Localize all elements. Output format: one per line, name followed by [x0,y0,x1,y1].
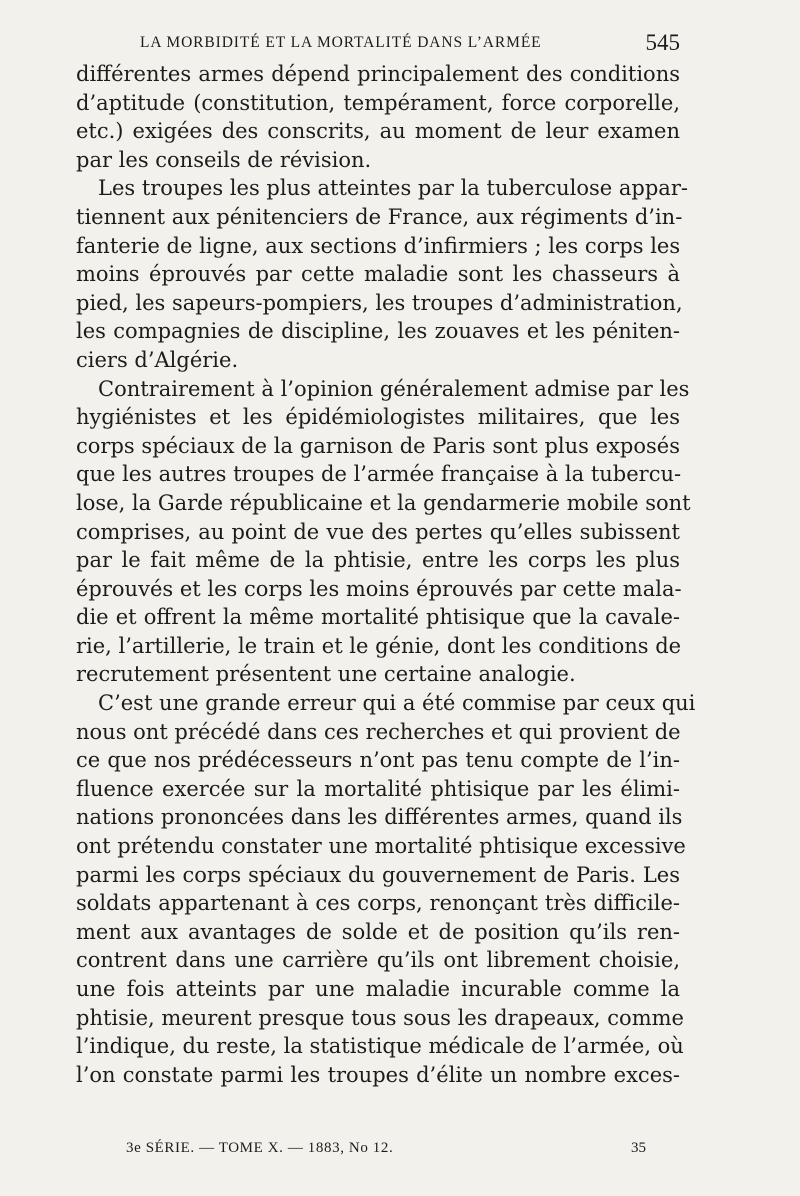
text-line: ce que nos prédécesseurs n’ont pas tenu compte de l’in- [76,748,680,773]
paragraph [76,174,688,374]
running-head [140,30,680,56]
text-line: lose, la Garde républicaine et la gendarmerie mobile sont [76,490,691,515]
text-line: différentes armes dépend principalement des conditions [76,62,680,86]
text-line: etc.) exigées des conscrits, au moment de leur examen [76,119,680,144]
text-line: par les conseils de révision. [76,147,372,172]
running-title: LA MORBIDITÉ ET LA MORTALITÉ DANS L’ARMÉE [140,34,542,51]
text-line: Les troupes les plus atteintes par la tuberculose appar- [98,176,688,201]
text-line: les compagnies de discipline, les zouaves et les péniten- [76,319,680,344]
signature-mark: 35 [631,1140,646,1156]
text-line: moins éprouvés par cette maladie sont les chasseurs à [76,262,680,287]
body-text [76,60,696,1089]
text-line: Contrairement à l’opinion généralement admise par les [98,376,690,401]
text-line: par le fait même de la phtisie, entre les corps les plus [76,548,680,573]
text-line: l’indique, du reste, la statistique médicale de l’armée, où [76,1034,684,1059]
paragraph [76,60,680,174]
text-line: nous ont précédé dans ces recherches et qui provient de [76,719,681,744]
page-number: 545 [645,30,680,55]
text-line: nations prononcées dans les différentes armes, quand ils [76,805,683,830]
text-line: recrutement présentent une certaine analogie. [76,662,576,687]
text-line: fluence exercée sur la mortalité phtisique par les élimi- [76,776,680,801]
text-line: éprouvés et les corps les moins éprouvés par cette mala- [76,576,682,601]
text-line: d’aptitude (constitution, tempérament, force corporelle, [76,90,680,115]
text-line: une fois atteints par une maladie incurable comme la [76,977,680,1001]
text-line: phtisie, meurent presque tous sous les drapeaux, comme [76,1005,684,1030]
text-line: parmi les corps spéciaux du gouvernement de Paris. Les [76,862,680,887]
text-line: ciers d’Algérie. [76,347,239,372]
text-line: fanterie de ligne, aux sections d’infirmiers ; les corps les [76,233,681,258]
text-line: hygiénistes et les épidémiologistes militaires, que les [76,405,680,430]
text-line: ont prétendu constater une mortalité phtisique excessive [76,834,686,859]
text-line: pied, les sapeurs-pompiers, les troupes d’administration, [76,290,683,315]
paragraph [76,375,691,690]
text-line: l’on constate parmi les troupes d’élite un nombre exces- [76,1062,680,1087]
text-line: soldats appartenant à ces corps, renonçant très difficile- [76,891,680,916]
text-line: corps spéciaux de la garnison de Paris sont plus exposés [76,433,680,458]
text-line: C’est une grande erreur qui a été commise par ceux qui [98,691,696,716]
text-line: die et offrent la même mortalité phtisique que la cavale- [76,605,680,630]
footer [126,1140,646,1164]
series-line: 3e SÉRIE. — TOME X. — 1883, No 12. [126,1140,394,1156]
text-line: que les autres troupes de l’armée française à la tubercu- [76,462,682,487]
paragraph [76,689,696,1089]
text-line: ment aux avantages de solde et de position qu’ils ren- [76,919,680,944]
text-line: rie, l’artillerie, le train et le génie, dont les conditions de [76,633,682,658]
text-line: tiennent aux pénitenciers de France, aux régiments d’in- [76,204,683,229]
text-line: contrent dans une carrière qu’ils ont librement choisie, [76,948,680,973]
text-line: comprises, au point de vue des pertes qu’elles subissent [76,519,680,544]
